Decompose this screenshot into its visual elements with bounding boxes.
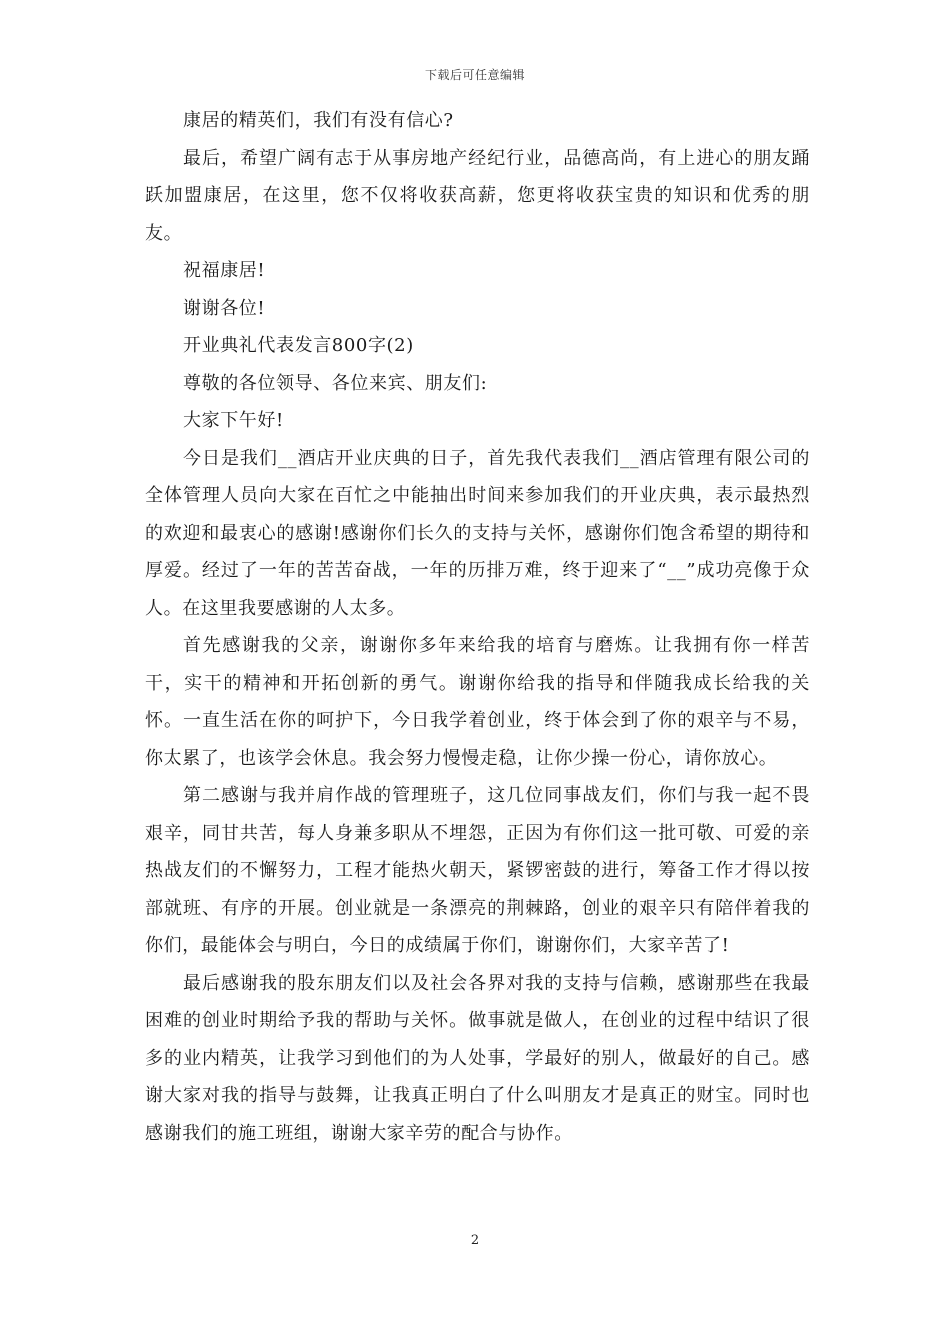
paragraph: 最后，希望广阔有志于从事房地产经纪行业，品德高尚，有上进心的朋友踊跃加盟康居，在这里，您不仅将收获高薪，您更将收获宝贵的知识和优秀的朋友。 <box>145 147 810 244</box>
document-body <box>145 102 810 1152</box>
salutation: 尊敬的各位领导、各位来宾、朋友们: <box>183 372 488 394</box>
paragraph: 第二感谢与我并肩作战的管理班子，这几位同事战友们，你们与我一起不畏艰辛，同甘共苦，每人身兼多职从不埋怨，正因为有你们这一批可敬、可爱的亲热战友们的不懈努力，工程才能热火朝天，紧锣密鼓的进行，筹备工作才得以按部就班、有序的开展。创业就是一条漂亮的荆棘路，创业的艰辛只有陪伴着我的你们，最能体会与明白，今日的成绩属于你们，谢谢你们，大家辛苦了! <box>145 785 810 956</box>
paragraph: 最后感谢我的股东朋友们以及社会各界对我的支持与信赖，感谢那些在我最困难的创业时期给予我的帮助与关怀。做事就是做人，在创业的过程中结识了很多的业内精英，让我学习到他们的为人处事，学最好的别人，做最好的自己。感谢大家对我的指导与鼓舞，让我真正明白了什么叫朋友才是真正的财宝。同时也感谢我们的施工班组，谢谢大家辛劳的配合与协作。 <box>145 972 810 1144</box>
greeting: 大家下午好! <box>183 410 284 431</box>
paragraph: 首先感谢我的父亲，谢谢你多年来给我的培育与磨炼。让我拥有你一样苦干，实干的精神和开拓创新的勇气。谢谢你给我的指导和伴随我成长给我的关怀。一直生活在你的呵护下，今日我学着创业，终于体会到了你的艰辛与不易，你太累了，也该学会休息。我会努力慢慢走稳，让你少操一份心，请你放心。 <box>145 635 810 769</box>
section-title: 开业典礼代表发言800字(2) <box>183 335 414 356</box>
paragraph: 祝福康居! <box>183 260 266 281</box>
paragraph: 康居的精英们，我们有没有信心? <box>183 110 454 131</box>
page-header: 下载后可任意编辑 <box>424 68 525 82</box>
paragraph: 谢谢各位! <box>183 297 266 319</box>
page-number: 2 <box>470 1233 480 1248</box>
paragraph: 今日是我们__酒店开业庆典的日子，首先我代表我们__酒店管理有限公司的全体管理人员向大家在百忙之中能抽出时间来参加我们的开业庆典，表示最热烈的欢迎和最衷心的感谢!感谢你们长久的支持与关怀，感谢你们饱含希望的期待和厚爱。经过了一年的苦苦奋战，一年的历排万难，终于迎来了“__”成功亮像于众人。在这里我要感谢的人太多。 <box>145 447 810 619</box>
